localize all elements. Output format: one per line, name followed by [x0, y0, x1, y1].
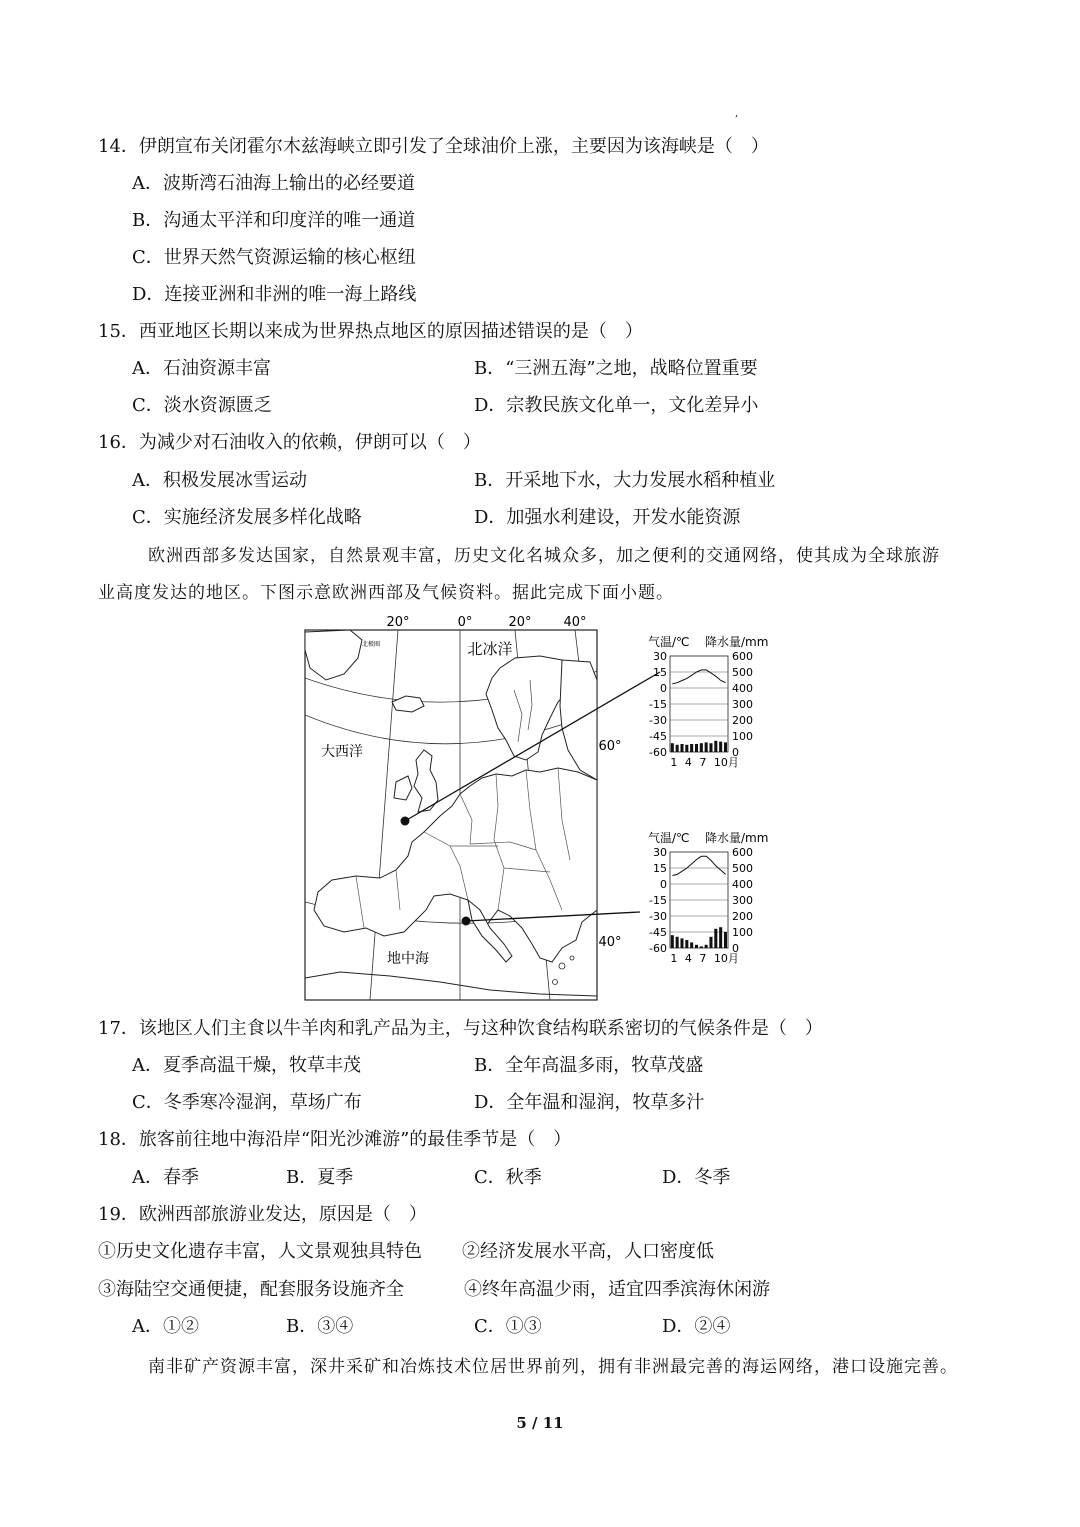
chart1-precip-bar — [705, 742, 708, 752]
label-arctic-circle: 北极圈 — [362, 641, 381, 648]
chart2-precip-bar — [700, 946, 703, 948]
chart2-temp-tick: -30 — [649, 910, 667, 923]
chart1-month-tick: 1 — [670, 756, 678, 769]
chart2-precip-bar — [680, 938, 683, 948]
q14-option-a[interactable]: A．波斯湾石油海上输出的必经要道 — [132, 173, 415, 194]
q17-option-b[interactable]: B．全年高温多雨，牧草茂盛 — [474, 1055, 704, 1076]
chart1-temp-tick: 15 — [653, 666, 667, 679]
question-14-stem: 14．伊朗宣布关闭霍尔木兹海峡立即引发了全球油价上涨，主要因为该海峡是（ ） — [98, 136, 769, 157]
q17-option-a[interactable]: A．夏季高温干燥，牧草丰茂 — [132, 1055, 361, 1076]
q18-option-a[interactable]: A．春季 — [132, 1167, 199, 1188]
chart2-precip-bar — [671, 935, 674, 948]
q18-option-d[interactable]: D．冬季 — [662, 1167, 731, 1188]
lon-label-20w: 20° — [386, 615, 410, 630]
europe-map-figure — [300, 610, 790, 1005]
chart2-precip-tick: 400 — [732, 878, 753, 891]
chart1-precip-tick: 300 — [732, 698, 753, 711]
chart1-month-tick: 7 — [699, 756, 707, 769]
chart1-precip-bar — [714, 741, 717, 752]
chart2-precip-bar — [695, 945, 698, 948]
q14-option-c[interactable]: C．世界天然气资源运输的核心枢纽 — [132, 247, 416, 268]
question-18-stem: 18．旅客前往地中海沿岸“阳光沙滩游”的最佳季节是（ ） — [98, 1129, 572, 1150]
q16-option-b[interactable]: B．开采地下水，大力发展水稻种植业 — [474, 470, 776, 491]
chart1-temp-tick: -30 — [649, 714, 667, 727]
island-1 — [559, 963, 565, 969]
stray-mark: , — [735, 108, 739, 119]
chart2-precip-bar — [676, 937, 679, 948]
chart2-precip-bar — [690, 942, 693, 948]
q19-item-4: ④终年高温少雨，适宜四季滨海休闲游 — [464, 1279, 770, 1300]
chart1-precip-bar — [695, 744, 698, 752]
q16-option-c[interactable]: C．实施经济发展多样化战略 — [132, 507, 362, 528]
lat-label-40: 40° — [598, 935, 622, 950]
q19-option-d[interactable]: D．②④ — [662, 1316, 731, 1337]
chart2-precip-tick: 600 — [732, 846, 753, 859]
q19-item-3: ③海陆空交通便捷，配套服务设施齐全 — [98, 1279, 404, 1300]
chart1-precip-tick: 200 — [732, 714, 753, 727]
question-16-stem: 16．为减少对石油收入的依赖，伊朗可以（ ） — [98, 432, 481, 453]
chart1-precip-bar — [680, 744, 683, 752]
chart1-temp-tick: -45 — [649, 730, 667, 743]
q16-option-a[interactable]: A．积极发展冰雪运动 — [132, 470, 307, 491]
chart2-precip-bar — [709, 937, 712, 948]
passage-south-africa: 南非矿产资源丰富，深井采矿和冶炼技术位居世界前列，拥有非洲最完善的海运网络，港口设施完善。 — [148, 1357, 958, 1377]
chart1-temp-tick: -60 — [649, 746, 667, 759]
q15-option-c[interactable]: C．淡水资源匮乏 — [132, 395, 272, 416]
chart1-precip-bar — [671, 743, 674, 752]
lon-label-40e: 40° — [563, 615, 587, 630]
question-15-stem: 15．西亚地区长期以来成为世界热点地区的原因描述错误的是（ ） — [98, 321, 643, 342]
chart1-precip-bar — [724, 742, 727, 752]
chart1-precip-title: 降水量/mm — [705, 635, 769, 649]
climate-chart-london — [648, 634, 768, 769]
chart1-temp-title: 气温/℃ — [648, 635, 690, 649]
chart1-temp-tick: 0 — [660, 682, 667, 695]
chart1-precip-tick: 500 — [732, 666, 753, 679]
q17-option-c[interactable]: C．冬季寒冷湿润，草场广布 — [132, 1092, 362, 1113]
chart2-precip-bar — [714, 929, 717, 948]
question-19-stem: 19．欧洲西部旅游业发达，原因是（ ） — [98, 1204, 427, 1225]
chart2-temp-tick: -45 — [649, 926, 667, 939]
chart2-precip-bar — [705, 945, 708, 948]
chart1-precip-bar — [685, 745, 688, 752]
chart2-precip-tick: 200 — [732, 910, 753, 923]
q16-option-d[interactable]: D．加强水利建设，开发水能资源 — [474, 507, 741, 528]
q15-option-b[interactable]: B．“三洲五海”之地，战略位置重要 — [474, 358, 758, 379]
chart1-precip-tick: 100 — [732, 730, 753, 743]
chart2-temp-tick: 30 — [653, 846, 667, 859]
label-atlantic-ocean: 大西洋 — [321, 744, 363, 760]
chart2-precip-tick: 300 — [732, 894, 753, 907]
q15-option-a[interactable]: A．石油资源丰富 — [132, 358, 271, 379]
chart2-precip-bar — [685, 940, 688, 948]
q15-option-d[interactable]: D．宗教民族文化单一，文化差异小 — [474, 395, 759, 416]
chart1-month-tick: 4 — [684, 756, 692, 769]
chart1-precip-bar — [719, 742, 722, 752]
chart1-month-tick: 10月 — [713, 756, 739, 769]
passage-europe-line-1: 欧洲西部多发达国家，自然景观丰富，历史文化名城众多，加之便利的交通网络，使其成为全球旅游 — [148, 546, 940, 566]
island-2 — [570, 956, 574, 960]
chart2-month-tick: 10月 — [713, 952, 739, 965]
label-arctic-ocean: 北冰洋 — [467, 640, 513, 658]
q19-item-1: ①历史文化遗存丰富，人文景观独具特色 — [98, 1241, 422, 1262]
chart2-temp-tick: -60 — [649, 942, 667, 955]
chart2-precip-bar — [719, 927, 722, 948]
map-frame — [305, 630, 620, 1000]
chart1-temp-tick: -15 — [649, 698, 667, 711]
chart2-month-tick: 4 — [684, 952, 692, 965]
q19-item-2: ②经济发展水平高，人口密度低 — [462, 1241, 714, 1262]
chart2-precip-bar — [724, 932, 727, 948]
chart1-precip-tick: 400 — [732, 682, 753, 695]
chart1-precip-tick: 0 — [732, 746, 739, 759]
chart2-temp-title: 气温/℃ — [648, 831, 690, 845]
chart1-precip-tick: 600 — [732, 650, 753, 663]
chart2-precip-tick: 500 — [732, 862, 753, 875]
q14-option-b[interactable]: B．沟通太平洋和印度洋的唯一通道 — [132, 210, 416, 231]
q18-option-b[interactable]: B．夏季 — [286, 1167, 354, 1188]
chart1-precip-bar — [690, 744, 693, 752]
chart1-precip-bar — [709, 743, 712, 752]
q19-option-c[interactable]: C．①③ — [474, 1316, 542, 1337]
chart2-month-tick: 1 — [670, 952, 678, 965]
lat-label-60: 60° — [598, 739, 622, 754]
q17-option-d[interactable]: D．全年温和湿润，牧草多汁 — [474, 1092, 705, 1113]
lon-label-0: 0° — [457, 615, 473, 630]
chart2-precip-title: 降水量/mm — [705, 831, 769, 845]
chart1-precip-bar — [700, 743, 703, 752]
island-3 — [553, 980, 558, 985]
climate-chart-rome — [648, 830, 768, 965]
chart2-precip-tick: 0 — [732, 942, 739, 955]
lon-label-20e: 20° — [508, 615, 532, 630]
chart2-temp-tick: 0 — [660, 878, 667, 891]
chart2-precip-tick: 100 — [732, 926, 753, 939]
q19-option-b[interactable]: B．③④ — [286, 1316, 354, 1337]
label-mediterranean-sea: 地中海 — [387, 951, 429, 967]
q19-option-a[interactable]: A．①② — [132, 1316, 199, 1337]
question-17-stem: 17．该地区人们主食以牛羊肉和乳产品为主，与这种饮食结构联系密切的气候条件是（ ） — [98, 1018, 823, 1039]
chart2-temp-tick: 15 — [653, 862, 667, 875]
chart1-temp-tick: 30 — [653, 650, 667, 663]
q14-option-d[interactable]: D．连接亚洲和非洲的唯一海上路线 — [132, 284, 417, 305]
chart1-precip-bar — [676, 745, 679, 752]
page-number: 5 / 11 — [516, 1414, 564, 1432]
chart2-temp-tick: -15 — [649, 894, 667, 907]
chart2-month-tick: 7 — [699, 952, 707, 965]
q18-option-c[interactable]: C．秋季 — [474, 1167, 542, 1188]
passage-europe-line-2: 业高度发达的地区。下图示意欧洲西部及气候资料。据此完成下面小题。 — [98, 583, 674, 603]
